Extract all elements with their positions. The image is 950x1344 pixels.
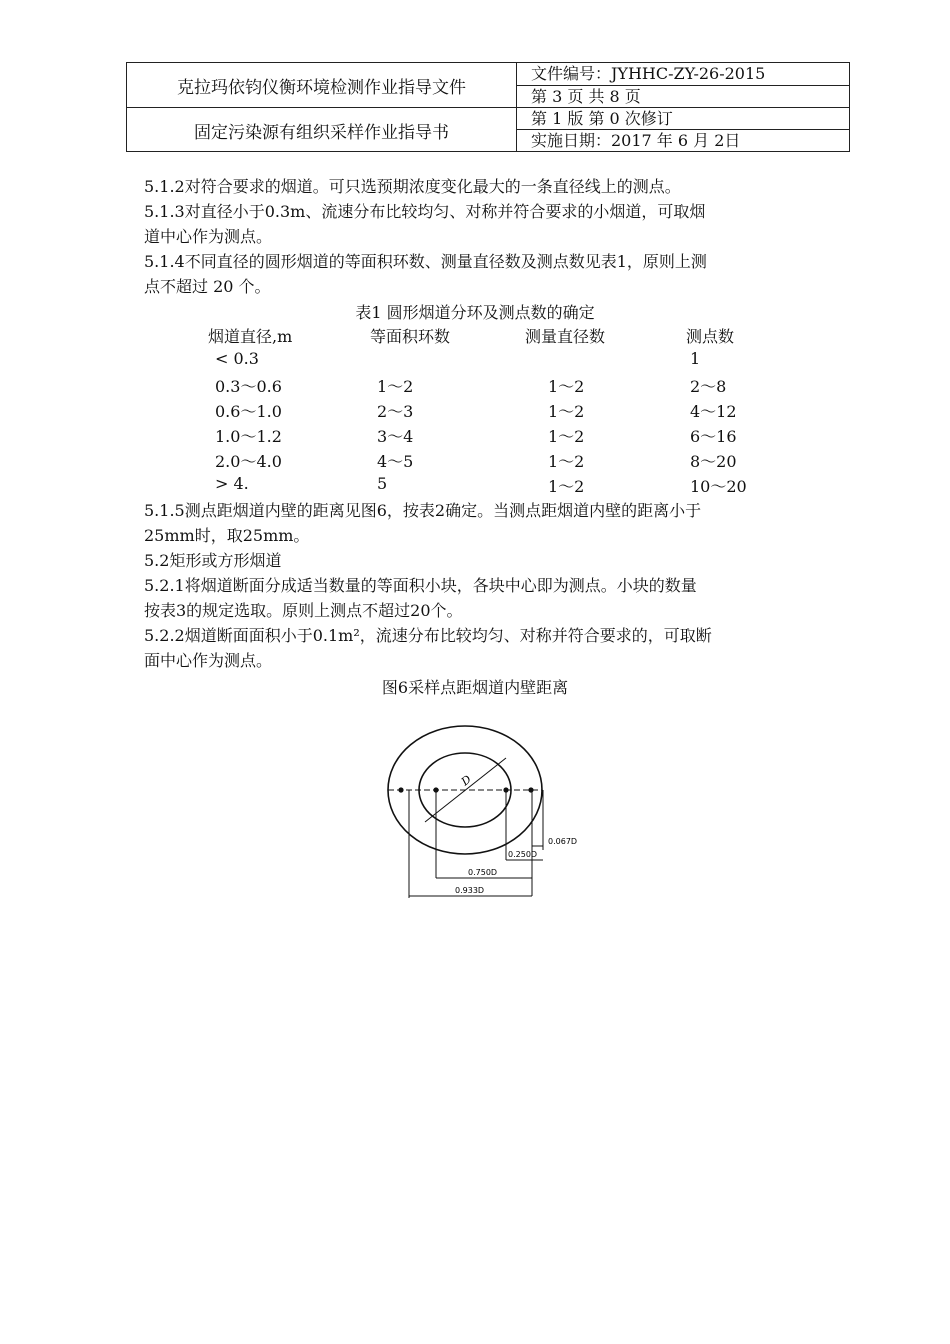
flue-diagram xyxy=(380,720,610,910)
paragraph: 5.1.5测点距烟道内壁的距离见图6，按表2确定。当测点距烟道内壁的距离小于 xyxy=(144,501,702,520)
table-cell: 8～20 xyxy=(690,452,737,471)
table-row xyxy=(0,449,950,474)
table-cell: 1～2 xyxy=(548,477,585,496)
table-row xyxy=(0,474,950,499)
table-header-cell: 等面积环数 xyxy=(370,327,451,346)
table-title: 表1 圆形烟道分环及测点数的确定 xyxy=(355,303,595,322)
table-cell: 1 xyxy=(690,349,701,368)
dimension-label: 0.067D xyxy=(548,837,578,846)
paragraph: 5.2.1将烟道断面分成适当数量的等面积小块，各块中心即为测点。小块的数量 xyxy=(144,576,697,595)
table-header-cell: 烟道直径,m xyxy=(208,327,293,346)
table-header-cell: 测点数 xyxy=(686,327,735,346)
table-cell: 1～2 xyxy=(548,402,585,421)
table-cell: 2～3 xyxy=(377,402,414,421)
paragraph: 5.1.2对符合要求的烟道。可只选预期浓度变化最大的一条直径线上的测点。 xyxy=(144,177,681,196)
paragraph: 5.2.2烟道断面面积小于0.1m²，流速分布比较均匀、对称并符合要求的，可取断 xyxy=(144,626,712,645)
paragraph: 25mm时，取25mm。 xyxy=(144,526,310,545)
paragraph: 5.2矩形或方形烟道 xyxy=(144,551,282,570)
header-table xyxy=(126,62,850,152)
table-row xyxy=(0,349,950,374)
org-title: 克拉玛依钧仪衡环境检测作业指导文件 xyxy=(127,63,517,108)
table-cell: > 4. xyxy=(215,474,249,493)
table-row xyxy=(0,374,950,399)
table-cell: 1～2 xyxy=(548,377,585,396)
table-cell: 0.3～0.6 xyxy=(215,377,282,396)
page-info: 第 3 页 共 8 页 xyxy=(517,86,849,108)
paragraph: 5.1.3对直径小于0.3m、流速分布比较均匀、对称并符合要求的小烟道，可取烟 xyxy=(144,202,706,221)
diameter-label: D xyxy=(458,772,474,789)
table-cell: 6～16 xyxy=(690,427,737,446)
paragraph: 按表3的规定选取。原则上测点不超过20个。 xyxy=(144,601,463,620)
paragraph: 点不超过 20 个。 xyxy=(144,277,271,296)
table-cell: 3～4 xyxy=(377,427,414,446)
dimension-label: 0.750D xyxy=(468,868,498,877)
table-cell: 1.0～1.2 xyxy=(215,427,282,446)
table-cell: < 0.3 xyxy=(215,349,259,368)
figure-caption: 图6采样点距烟道内壁距离 xyxy=(381,678,569,697)
table-header-cell: 测量直径数 xyxy=(525,327,606,346)
paragraph: 道中心作为测点。 xyxy=(144,227,273,246)
effective-date: 实施日期：2017 年 6 月 2日 xyxy=(531,131,741,150)
doc-title: 固定污染源有组织采样作业指导书 xyxy=(127,108,517,152)
sample-point xyxy=(398,787,403,792)
table-row xyxy=(0,424,950,449)
table-cell: 10～20 xyxy=(690,477,747,496)
table-row xyxy=(0,399,950,424)
table-cell: 4～12 xyxy=(690,402,737,421)
table-cell: 1～2 xyxy=(548,452,585,471)
dimension-label: 0.933D xyxy=(455,886,485,895)
table-header-row xyxy=(0,324,950,349)
table-cell: 0.6～1.0 xyxy=(215,402,282,421)
paragraph: 面中心作为测点。 xyxy=(144,651,273,670)
table-cell: 4～5 xyxy=(377,452,414,471)
table-cell: 1～2 xyxy=(548,427,585,446)
paragraph: 5.1.4不同直径的圆形烟道的等面积环数、测量直径数及测点数见表1，原则上测 xyxy=(144,252,707,271)
table-cell: 5 xyxy=(377,474,388,493)
table-cell: 2～8 xyxy=(690,377,727,396)
table-cell: 1～2 xyxy=(377,377,414,396)
dimension-label: 0.250D xyxy=(508,850,538,859)
sample-point xyxy=(528,787,533,792)
table-cell: 2.0～4.0 xyxy=(215,452,282,471)
version-info: 第 1 版 第 0 次修订 xyxy=(517,108,849,130)
doc-number: 文件编号：JYHHC-ZY-26-2015 xyxy=(517,63,849,86)
